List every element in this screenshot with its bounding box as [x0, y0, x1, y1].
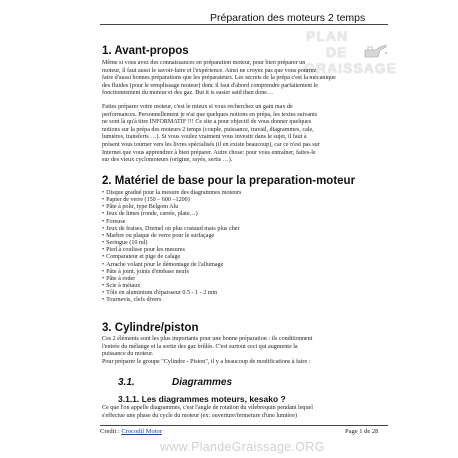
- section-3-heading: 3. Cylindre/piston: [102, 322, 199, 334]
- list-item: • Papier de verre (150 – 600 –1200): [102, 197, 241, 204]
- section-2-heading: 2. Matériel de base pour la preparation-moteur: [102, 175, 356, 187]
- list-item: • Jeux de limes (ronde, carrée, plate…): [102, 211, 241, 218]
- list-item: • Jeux de fraises, Dremel ou plus costaud mais plus cher: [102, 226, 241, 233]
- subsubsection-heading: 3.1.1. Les diagrammes moteurs, kesako ?: [118, 394, 286, 404]
- subsection-number: 3.1.: [118, 377, 135, 388]
- list-item: • Tôle en aluminium d'épaisseur 0.5 - 1 - 2 mm: [102, 290, 241, 297]
- list-item: • Pâte à polir, type Belgom Alu: [102, 204, 241, 211]
- list-item: • Pâte à joint, joints d'embase neufs: [102, 269, 241, 276]
- list-item: • Foreuse: [102, 219, 241, 226]
- list-item: • Tournevis, clefs divers: [102, 297, 241, 304]
- oil-can-icon: [362, 42, 388, 62]
- credit-link[interactable]: Crocodil Motor: [121, 428, 162, 435]
- list-item: • Marbre ou plaque de verre pour le surfaçage: [102, 233, 241, 240]
- footer-credit: Credit : Crocodil Motor: [100, 428, 162, 435]
- page-number: Page 1 de 28: [345, 428, 379, 435]
- list-item: • Pied à coulisse pour les mesures: [102, 247, 241, 254]
- logo-word-3: GRAISSAGE: [304, 60, 398, 76]
- section-1-paragraph-1: Même si vous avez des connaissances en préparation moteur, pour bien préparer un moteur, il faut aussi le savoir-faire et l'expérience. Ainsi ne croyez pas que vous pourrez faire d'aussi bonnes préparations que les préparateurs. Les secrets de la prépa c'est la mécanique des fluides (pour le remplissage moteur) donc il faut d'abord comprendre parfaitement le fonctionnement du moteur et des gaz. But it is easier said than done…: [102, 60, 336, 97]
- section-3-paragraph-2: Pour préparer le groupe "Cylindre - Piston", il y a beaucoup de modifications à faire :: [102, 359, 311, 365]
- materials-list: [102, 190, 241, 305]
- list-item: • Scie à métaux: [102, 283, 241, 290]
- list-item: • Arrache volant pour le démontage de l'allumage: [102, 262, 241, 269]
- watermark-url: www.PlandeGraissage.ORG: [160, 440, 325, 454]
- subsection-title: Diagrammes: [172, 377, 233, 388]
- list-item: • Seringue (10 ml): [102, 240, 241, 247]
- section-3-paragraph-3: Ce que l'on appelle diagrammes, c'est l'angle de rotation du vilebrequin pendant lequel s'effectue une phase du cycle du moteur (ex: ouverture/fermeture d'une lumière): [102, 405, 313, 419]
- logo-word-1: PLAN: [306, 28, 349, 44]
- logo-word-2: DE: [326, 44, 348, 60]
- list-item: • Disque gradué pour la mesure des diagrammes moteurs: [102, 190, 241, 197]
- list-item: • Comparateur et pige de calage: [102, 254, 241, 261]
- header-title: Préparation des moteurs 2 temps: [210, 12, 366, 24]
- section-3-paragraph-1: Ces 2 éléments sont les plus importants pour une bonne préparation : ils conditionnent l'entrée du mélange et la sortie des gaz brûlés. C'est surtout ceci qui augmente la puissance du moteur.: [102, 336, 313, 358]
- section-1-heading: 1. Avant-propos: [102, 45, 189, 57]
- list-item: • Pâte à roder: [102, 276, 241, 283]
- footer-rule: [100, 425, 388, 426]
- section-1-paragraph-2: Faites préparer votre moteur, c'est le mieux si vous recherchez un gain max de performances. Personnellement je n'ai que quelques notions en prépa, les textes suivants ne sont là qu'à titre INFORMATIF !!! Ce site a pour objectif de vous donner quelques notions sur la prépa des moteurs 2 temps (couple, puissance, travail, diagrammes, cale, lumières, transferts …). Si vous voulez vraiment vous investir dans le sujet, il faut à présent vous tourner vers les livres spécialisés (il en existe beaucoup), car ce n'est pas sur Internet que vous apprendrez à bien préparer. Autre chose: pour vous entraîner, faites-le sur des vieux cyclomoteurs (origine, rayés, sertis …).: [102, 104, 320, 164]
